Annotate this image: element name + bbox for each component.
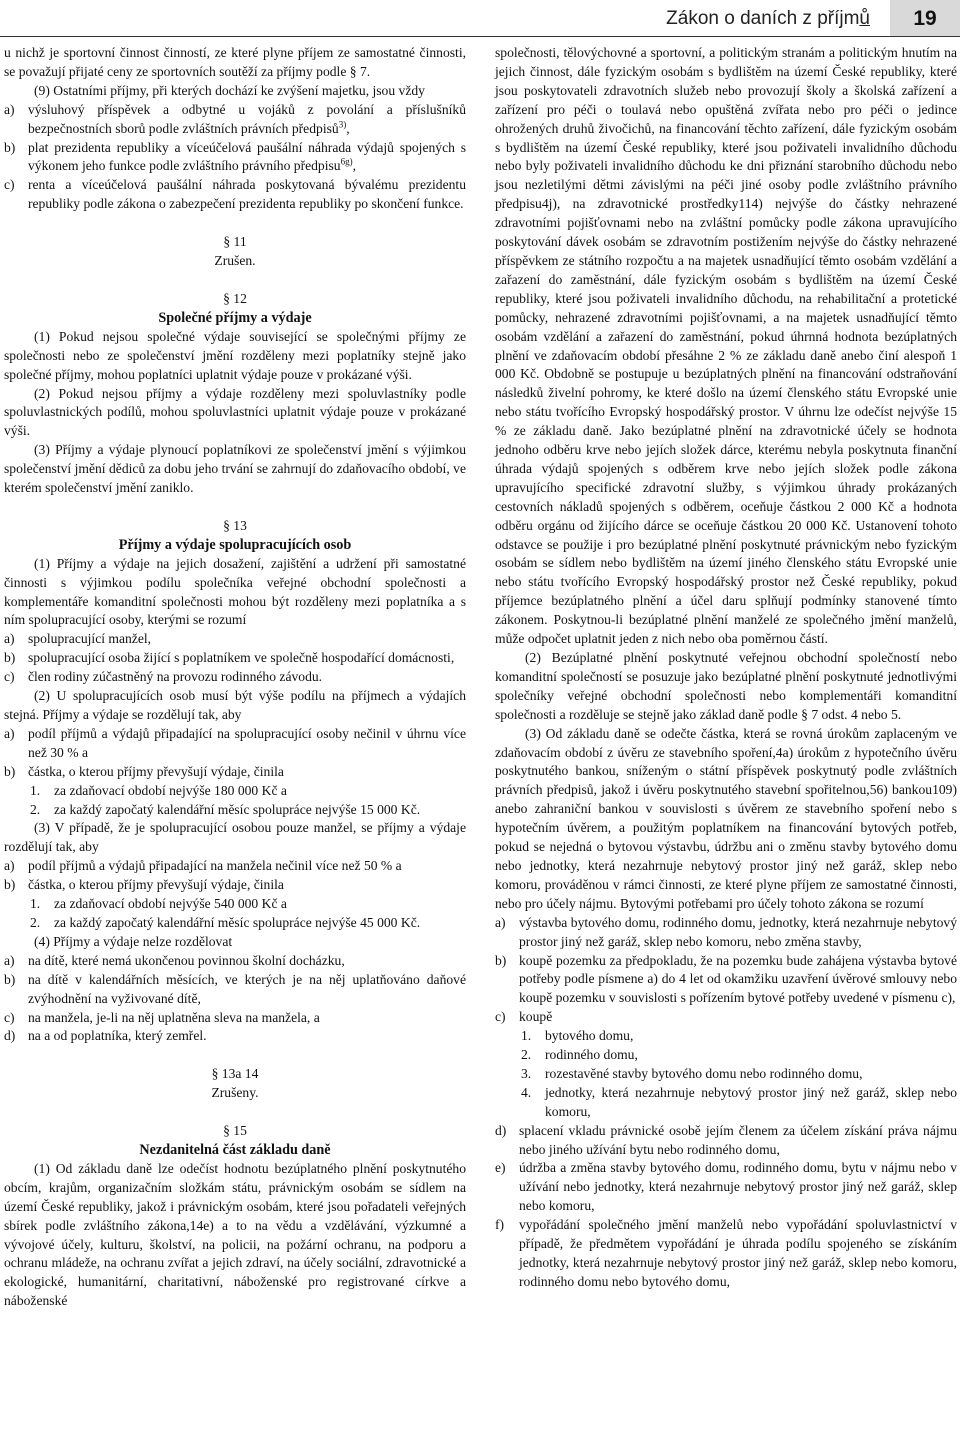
paragraph: (3) Od základu daně se odečte částka, která se rovná úrokům zaplaceným ve zdaňovacím období z úvěru ze stavebního spoření,4a) úrokům z hypotečního úvěru poskytnutého bankou, sníženým o státní příspěvek poskytnutý podle zvláštních právních předpisů, jakož i úvěru poskytnutého stavební spořitelnou,56) bankou109) anebo zahraniční bankou v souvislosti s úvěrem ze stavebního spoření nebo s hypotečním úvěrem, a použitým poplatníkem na financování bytových potřeb, pokud se nejedná o bytovou výstavbu, údržbu ani o změnu stavby bytového domu nebo jednotky, která nezahrnuje nebytový prostor jiný než garáž, sklep nebo komoru, prováděnou v rámci činnosti, ze které plyne příjem ze samostatné činnosti, nebo pro účely nájmu. Bytovými potřebami pro účely tohoto zákona se rozumí bbox=[495, 725, 957, 911]
list-item: d) na a od poplatníka, který zemřel. bbox=[4, 1028, 207, 1044]
section-number: § 13a 14 bbox=[211, 1066, 259, 1082]
sub-list-item: 1. bytového domu, bbox=[521, 1028, 634, 1044]
paragraph: (3) V případě, že je spolupracující osobou pouze manžel, se příjmy a výdaje rozdělují tak, aby bbox=[4, 820, 466, 855]
section-number: § 15 bbox=[223, 1123, 247, 1139]
list-item: d) splacení vkladu právnické osobě jejím členem za účelem získání práva nájmu nebo jiného užívání bytu nebo rodinného domu, bbox=[495, 1122, 957, 1157]
list-item: a) výsluhový příspěvek a odbytné u vojáků z povolání a příslušníků bezpečnostních sborů podle zvláštních právních předpisů$^{3)}$, bbox=[4, 101, 466, 136]
header-rule bbox=[0, 36, 960, 37]
list-item: c) renta a víceúčelová paušální náhrada poskytovaná bývalému prezidentu republiky podle zákona o zabezpečení prezidenta republiky po skončení funkce. bbox=[4, 177, 466, 212]
paragraph: společnosti, tělovýchovné a sportovní, a politickým stranám a politickým hnutím na jejich činnost, dále fyzickým osobám s bydlištěm na území České republiky, které jsou poskytovateli zdravotních služeb nebo provozují školy a školská zařízení a zařízení pro péči o toulavá nebo opuštěná zvířata nebo pro péči o jedince ohrožených druhů živočichů, na financování těchto zařízení, dále fyzickým osobám s bydlištěm na území České republiky, které jsou poživateli invalidního důchodu nebo byly poživateli invalidního důchodu ke dni přiznání starobního důchodu nebo jsou nezletilými dětmi závislými na péči jiné osoby podle zvláštního právního předpisu4j), na zdravotnické prostředky114) nejvýše do částky nehrazené zdravotními pojišťovnami nebo na zvláštní pomůcky podle zákona upravujícího poskytování dávek osobám se zdravotním postižením nejvýše do částky nehrazené příspěvkem ze státního rozpočtu a na majetek usnadňující těmto osobám vzdělání a zařazení do zaměstnání, dále fyzickým osobám s bydlištěm na území České republiky, které jsou poživateli invalidního důchodu, na rehabilitační a protetické pomůcky, nehrazené zdravotními pojišťovnami, a na majetek usnadňující těmto osobám vzdělání a zařazení do zaměstnání, pokud úhrnná hodnota bezúplatných plnění ve zdaňovacím období přesáhne 2 % ze základu daně anebo činí alespoň 1 000 Kč. Obdobně se postupuje u bezúplatných plnění na financování odstraňování následků živelní pohromy, ke které došlo na území členského státu Evropské unie nebo státu tvořícího Evropský hospodářský prostor. V úhrnu lze odečíst nejvýše 15 % ze základu daně. Jako bezúplatné plnění na zdravotnické účely se hodnota jednoho odběru krve nebo jejích složek dárce, kterému nebyla poskytnuta finanční úhrada výdajů spojených s odběrem krve nebo jejích složek podle zákona upravujícího specifické zdravotní služby, s výjimkou úhrady prokázaných cestovních nákladů spojených s odběrem, oceňuje částkou 2 000 Kč a hodnota odběru orgánu od žijícího dárce se oceňuje částkou 20 000 Kč. Ustanovení tohoto odstavce se použije i pro bezúplatné plnění poskytnuté právnickým nebo fyzickým osobám se sídlem nebo bydlištěm na území jiného členského státu Evropské unie nebo státu tvořícího Evropský hospodářský prostor než České republiky, pokud příjemce bezúplatného plnění a účel daru splňují podmínky stanovené tímto zákonem. Poskytnou-li bezúplatné plnění manželé ze společného jmění manželů, může odpočet uplatnit jeden z nich nebo oba poměrnou částí. bbox=[495, 45, 957, 647]
sub-list-item: 1. za zdaňovací období nejvýše 180 000 Kč a bbox=[30, 782, 287, 798]
list-item: b) plat prezidenta republiky a víceúčelová paušální náhrada výdajů spojených s výkonem jeho funkce podle zvláštního právního předpisu$^{6g)}$, bbox=[4, 139, 466, 174]
section-text: Zrušen. bbox=[214, 253, 256, 269]
sub-list-item: 3. rozestavěné stavby bytového domu nebo rodinného domu, bbox=[521, 1065, 863, 1081]
right-column bbox=[495, 44, 957, 1292]
list-item: a) výstavba bytového domu, rodinného domu, jednotky, která nezahrnuje nebytový prostor jiný než garáž, sklep nebo komoru, nebo změna stavby, bbox=[495, 914, 957, 949]
list-item: b) částka, o kterou příjmy převyšují výdaje, činila bbox=[4, 763, 284, 779]
paragraph: (2) U spolupracujících osob musí být výše podílu na příjmech a výdajích stejná. Příjmy a výdaje se rozdělují tak, aby bbox=[4, 688, 466, 722]
section-number: § 12 bbox=[223, 290, 247, 306]
paragraph: (1) Pokud nejsou společné výdaje související se společnými příjmy ze společnosti nebo ze společenství jmění rozděleny mezi poplatníky stejně jako společné příjmy, mohou poplatníci uplatnit výdaje pouze v prokázané výši. bbox=[4, 328, 466, 382]
section-heading: Nezdanitelná část základu daně bbox=[139, 1142, 331, 1159]
section-heading: Příjmy a výdaje spolupracujících osob bbox=[118, 536, 352, 553]
list-item: b) spolupracující osoba žijící s poplatníkem ve společně hospodařící domácnosti, bbox=[4, 650, 455, 666]
list-item: a) podíl příjmů a výdajů připadající na manžela nečinil více než 50 % a bbox=[4, 858, 402, 874]
paragraph: (1) Od základu daně lze odečíst hodnotu bezúplatného plnění poskytnutého obcím, krajům, organizačním složkám státu, právnickým osobám se sídlem na území České republiky, jakož i právnickým osobám, které jsou pořadateli veřejných sbírek podle zvláštního zákona,14e) a to na vědu a vzdělávání, výzkumné a vývojové účely, kulturu, školství, na policii, na požární ochranu, na podporu a ochranu mládeže, na ochranu zvířat a jejich zdraví, na účely sociální, zdravotnické a ekologické, humanitární, charitativní, náboženské pro registrované církve a náboženské bbox=[4, 1160, 466, 1309]
page-header bbox=[0, 0, 960, 36]
sub-list-item: 1. za zdaňovací období nejvýše 540 000 Kč a bbox=[30, 896, 287, 912]
running-title-text: Zákon o daních z příjm bbox=[666, 8, 860, 29]
list-item: c) na manžela, je-li na něj uplatněna sleva na manžela, a bbox=[4, 1009, 320, 1025]
running-title bbox=[666, 8, 870, 30]
sub-list-item: 4. jednotky, která nezahrnuje nebytový prostor jiný než garáž, sklep nebo komoru, bbox=[521, 1084, 957, 1119]
paragraph: (9) Ostatními příjmy, při kterých dochází ke zvýšení majetku, jsou vždy bbox=[34, 82, 425, 98]
list-item: b) částka, o kterou příjmy převyšují výdaje, činila bbox=[4, 877, 284, 893]
paragraph: (1) Příjmy a výdaje na jejich dosažení, zajištění a udržení při samostatné činnosti s výjimkou podílu společníka veřejné obchodní společnosti a komplementáře komanditní společnosti mohou být rozděleny mezi poplatníka a s ním spolupracující osoby, kterými se rozumí bbox=[4, 555, 466, 628]
list-item: a) na dítě, které nemá ukončenou povinnou školní docházku, bbox=[4, 952, 345, 968]
list-item: c) koupě bbox=[495, 1009, 553, 1025]
list-item: e) údržba a změna stavby bytového domu, rodinného domu, bytu v nájmu nebo v užívání nebo jednotky, která nezahrnuje nebytový prostor jiný než garáž, sklep nebo komoru, bbox=[495, 1160, 957, 1214]
paragraph: (4) Příjmy a výdaje nelze rozdělovat bbox=[34, 933, 233, 949]
sub-list-item: 2. rodinného domu, bbox=[521, 1047, 638, 1063]
list-item: a) podíl příjmů a výdajů připadající na spolupracující osoby nečinil v úhrnu více než 30 % a bbox=[4, 725, 466, 760]
left-column bbox=[4, 44, 466, 1311]
running-title-underlined: ů bbox=[859, 8, 870, 29]
page-number: 19 bbox=[890, 0, 960, 36]
section-heading: Společné příjmy a výdaje bbox=[158, 309, 312, 326]
list-item: b) koupě pozemku za předpokladu, že na pozemku bude zahájena výstavba bytové potřeby podle písmene a) do 4 let od okamžiku uzavření úvěrové smlouvy nebo koupě pozemku v souvislosti s pořízením bytové potřeby uvedené v písmenu c), bbox=[495, 952, 957, 1006]
section-text: Zrušeny. bbox=[211, 1085, 259, 1101]
list-item: a) spolupracující manžel, bbox=[4, 631, 152, 647]
section-number: § 11 bbox=[223, 234, 247, 250]
paragraph: (2) Bezúplatné plnění poskytnuté veřejnou obchodní společností nebo komanditní společností se posuzuje jako bezúplatné plnění poskytnuté jednotlivými společníky veřejné obchodní společnosti nebo komplementáři komanditní společnosti a rozděluje se stejně jako základ daně podle § 7 odst. 4 nebo 5. bbox=[495, 650, 957, 722]
paragraph: (2) Pokud nejsou příjmy a výdaje rozděleny mezi spoluvlastníky podle spoluvlastnických podílů, mohou spoluvlastníci uplatnit výdaje pouze v prokázané výši. bbox=[4, 385, 466, 439]
sub-list-item: 2. za každý započatý kalendářní měsíc spolupráce nejvýše 45 000 Kč. bbox=[30, 914, 421, 930]
list-item: b) na dítě v kalendářních měsících, ve kterých je na něj uplatňováno daňové zvýhodnění na vyživované dítě, bbox=[4, 971, 466, 1006]
list-item: f) vypořádání společného jmění manželů nebo vypořádání spoluvlastnictví v případě, že předmětem vypořádání je úhrada podílu spojeného se získáním jednotky, která nezahrnuje nebytový prostor jiný než garáž, sklep nebo komoru, rodinného domu nebo bytového domu, bbox=[495, 1217, 957, 1289]
sub-list-item: 2. za každý započatý kalendářní měsíc spolupráce nejvýše 15 000 Kč. bbox=[30, 801, 421, 817]
paragraph: u nichž je sportovní činnost činností, ze které plyne příjem ze samostatné činnosti, se považují přijaté ceny ze sportovních soutěží za příjmy podle § 7. bbox=[4, 45, 466, 79]
paragraph: (3) Příjmy a výdaje plynoucí poplatníkovi ze společenství jmění s výjimkou společenství jmění dědiců za dobu jeho trvání se zahrnují do zdaňovacího období, ve kterém společenství jmění zaniklo. bbox=[4, 442, 466, 496]
section-number: § 13 bbox=[223, 517, 247, 533]
list-item: c) člen rodiny zúčastněný na provozu rodinného závodu. bbox=[4, 669, 323, 685]
